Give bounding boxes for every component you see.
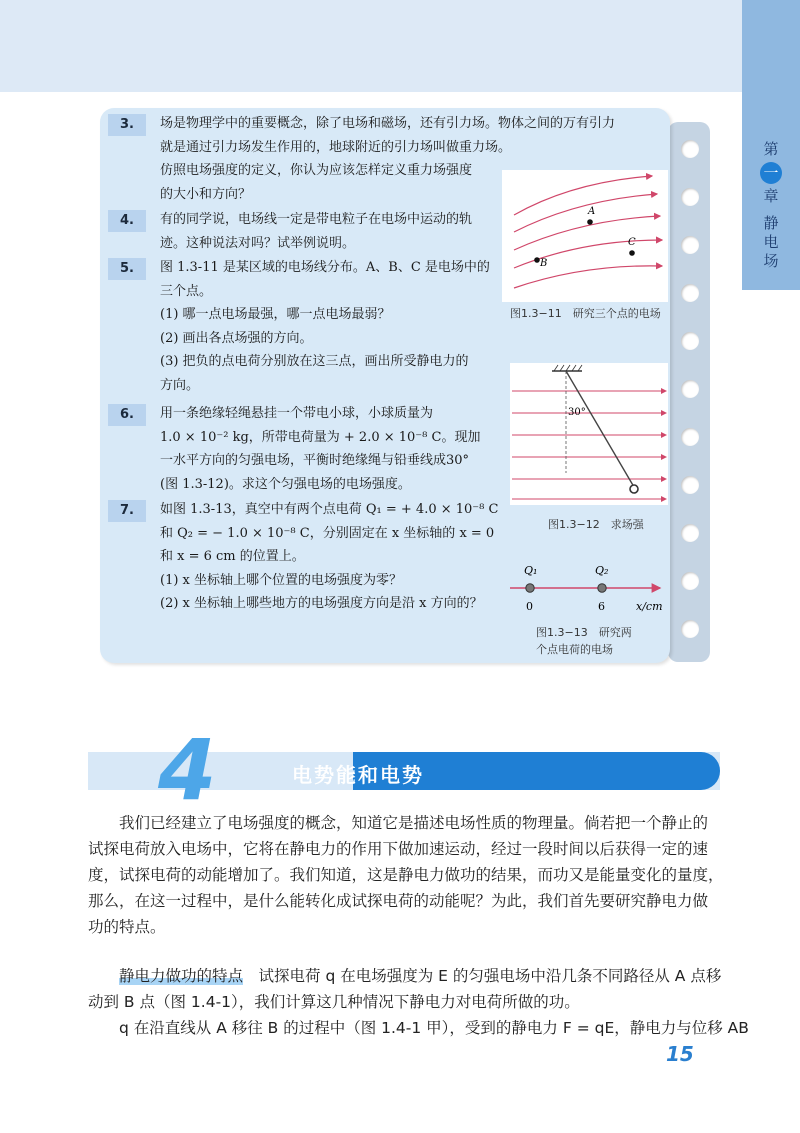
figure-caption: 图1.3−12 求场强 <box>548 518 644 531</box>
tick-0: 0 <box>526 600 533 613</box>
paragraph-intro <box>88 810 724 940</box>
field-line <box>514 240 662 268</box>
binder-hole-icon <box>681 572 699 590</box>
text-line: 试探电荷放入电场中，它将在静电力的作用下做加速运动，经过一段时间以后获得一定的速 <box>88 840 709 858</box>
text-line: (图 1.3-12)。求这个匀强电场的电场强度。 <box>160 476 411 492</box>
binder-hole-icon <box>681 236 699 254</box>
binder-hole-icon <box>681 524 699 542</box>
field-lines-diagram <box>502 170 668 302</box>
figure-caption: 图1.3−11 研究三个点的电场 <box>510 307 661 320</box>
figure-caption: 图1.3−13 研究两 <box>536 626 632 639</box>
chapter-tab-title <box>748 140 794 271</box>
tick-6: 6 <box>598 600 605 613</box>
figure-1-3-12 <box>510 363 668 505</box>
chapter-suffix: 章 <box>763 187 779 205</box>
text-line: 和 x = 6 cm 的位置上。 <box>160 549 305 564</box>
question-number: 6. <box>108 404 146 426</box>
q2-label: Q₂ <box>595 564 609 577</box>
field-line <box>514 176 652 215</box>
point-a <box>587 219 593 225</box>
field-line <box>514 266 662 288</box>
section-title: 电势能和电势 <box>292 763 424 787</box>
binder-hole-icon <box>681 332 699 350</box>
text-line: 有的同学说，电场线一定是带电粒子在电场中运动的轨 <box>160 212 473 227</box>
binder-hole-icon <box>681 476 699 494</box>
binder-hole-icon <box>681 284 699 302</box>
axis-label: x/cm <box>636 600 663 613</box>
q1-label: Q₁ <box>524 564 538 577</box>
text-line: 如图 1.3-13，真空中有两个点电荷 Q₁ = + 4.0 × 10⁻⁸ C <box>160 502 499 517</box>
question-4-text <box>160 208 472 255</box>
text-line: (1) 哪一点电场最强，哪一点电场最弱？ <box>160 307 391 322</box>
text-line: 动到 B 点（图 1.4-1），我们计算这几种情况下静电力对电荷所做的功。 <box>88 993 580 1011</box>
chapter-title-char: 场 <box>763 252 779 270</box>
binder-hole-icon <box>681 620 699 638</box>
text-line: (2) x 坐标轴上哪些地方的电场强度方向是沿 x 方向的？ <box>160 596 483 611</box>
point-b <box>534 257 540 263</box>
binder-hole-icon <box>681 188 699 206</box>
text-line: 1.0 × 10⁻² kg，所带电荷量为 + 2.0 × 10⁻⁸ C。现加 <box>160 429 481 445</box>
two-charges-axis-diagram <box>506 560 668 624</box>
charged-ball <box>630 485 638 493</box>
page-number: 15 <box>666 1042 694 1066</box>
subsection-heading: 静电力做功的特点 <box>119 967 244 985</box>
section-number: 4 <box>158 721 217 819</box>
text-line: 方向。 <box>160 377 200 393</box>
chapter-title-char: 电 <box>763 233 779 251</box>
chapter-number: 一 <box>760 162 782 184</box>
paragraph-work-feature <box>88 963 749 1041</box>
question-6-text <box>160 402 480 496</box>
text-line: (1) x 坐标轴上哪个位置的电场强度为零？ <box>160 572 403 588</box>
text-line: (3) 把负的点电荷分别放在这三点，画出所受静电力的 <box>160 354 469 369</box>
charge-q2 <box>598 584 606 592</box>
text-line: 一水平方向的匀强电场，平衡时绝缘绳与铅垂线成30° <box>160 453 470 468</box>
point-a-label: A <box>588 206 596 217</box>
text-line: (2) 画出各点场强的方向。 <box>160 330 313 346</box>
binder-hole-icon <box>681 380 699 398</box>
text-line: q 在沿直线从 A 移往 B 的过程中（图 1.4-1 甲），受到的静电力 F = qE，静电力与位移 AB <box>119 1019 749 1037</box>
figure-1-3-11 <box>502 170 668 302</box>
question-number: 3. <box>108 114 146 136</box>
text-line: 试探电荷 q 在电场强度为 E 的匀强电场中沿几条不同路径从 A 点移 <box>243 967 722 985</box>
chapter-title-char: 静 <box>763 214 779 232</box>
binder-hole-icon <box>681 428 699 446</box>
question-5-text <box>160 256 490 397</box>
text-line: 场是物理学中的重要概念，除了电场和磁场，还有引力场。物体之间的万有引力 <box>160 116 616 131</box>
text-line: 那么，在这一过程中，是什么能转化成试探电荷的动能呢？为此，我们首先要研究静电力做 <box>88 892 709 910</box>
charge-q1 <box>526 584 534 592</box>
point-c-label: C <box>628 237 636 248</box>
text-line: 三个点。 <box>160 283 213 299</box>
chapter-prefix: 第 <box>763 140 779 158</box>
top-band <box>0 0 742 92</box>
question-7-text <box>160 498 498 616</box>
ceiling-hatch <box>554 365 582 371</box>
figure-1-3-13 <box>506 560 668 624</box>
text-line: 迹。这种说法对吗？试举例说明。 <box>160 235 356 251</box>
point-c <box>629 250 635 256</box>
pendulum-field-diagram <box>510 363 668 505</box>
text-line: 用一条绝缘轻绳悬挂一个带电小球，小球质量为 <box>160 406 434 421</box>
field-line <box>514 216 660 250</box>
text-line: 功的特点。 <box>88 918 166 936</box>
string <box>566 371 634 487</box>
text-line: 的大小和方向？ <box>160 186 252 202</box>
angle-label: 30° <box>568 407 586 418</box>
text-line: 度，试探电荷的动能增加了。我们知道，这是静电力做功的结果，而功又是能量变化的量度， <box>88 866 724 884</box>
question-number: 7. <box>108 500 146 522</box>
question-number: 5. <box>108 258 146 280</box>
point-b-label: B <box>540 258 548 269</box>
text-line: 就是通过引力场发生作用的，地球附近的引力场叫做重力场。 <box>160 139 512 155</box>
binder-hole-icon <box>681 140 699 158</box>
question-number: 4. <box>108 210 146 232</box>
figure-caption: 个点电荷的电场 <box>536 643 613 656</box>
text-line: 图 1.3-11 是某区域的电场线分布。A、B、C 是电场中的 <box>160 260 490 275</box>
text-line: 仿照电场强度的定义，你认为应该怎样定义重力场强度 <box>160 163 473 178</box>
text-line: 和 Q₂ = − 1.0 × 10⁻⁸ C，分别固定在 x 坐标轴的 x = 0 <box>160 525 495 541</box>
text-line: 我们已经建立了电场强度的概念，知道它是描述电场性质的物理量。倘若把一个静止的 <box>119 814 709 832</box>
